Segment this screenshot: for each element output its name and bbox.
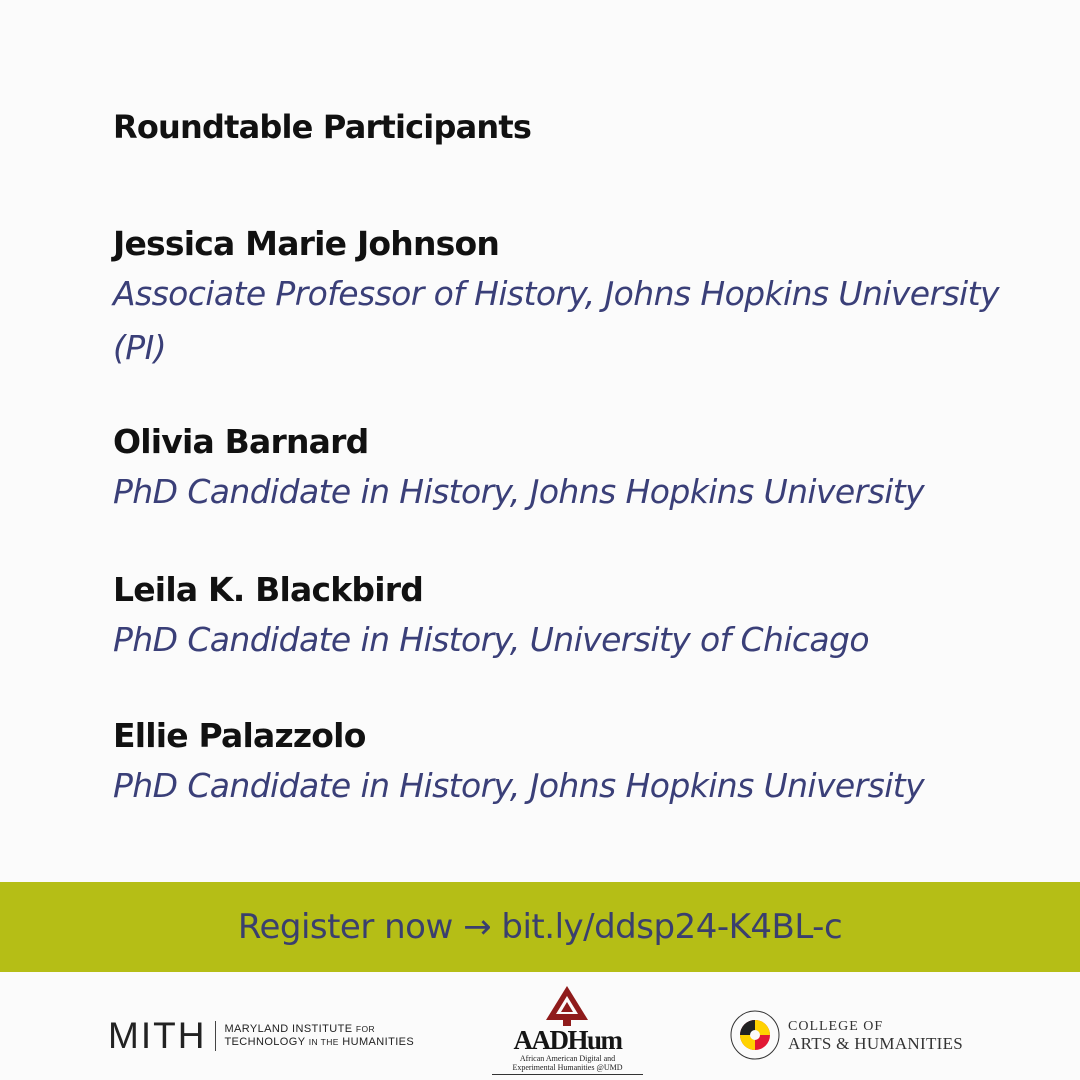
mith-line2-small: IN THE [308, 1037, 339, 1047]
college-logo [730, 1008, 963, 1062]
aadhum-tagline-1: African American Digital and [519, 1054, 616, 1063]
college-text [788, 1018, 963, 1052]
participant-name: Ellie Palazzolo [113, 716, 366, 755]
participant-name: Olivia Barnard [113, 422, 369, 461]
mith-line1-small: FOR [355, 1024, 376, 1034]
footer-logos [0, 972, 1080, 1080]
participant-role: Associate Professor of History, Johns Hopkins University (PI) [113, 274, 999, 367]
participant-item [113, 713, 1053, 813]
university-seal-icon [730, 1010, 780, 1060]
college-line2: ARTS & HUMANITIES [788, 1034, 964, 1053]
aadhum-mark-icon [544, 984, 590, 1028]
college-line1: COLLEGE OF [788, 1019, 884, 1034]
participant-role: PhD Candidate in History, Johns Hopkins University [113, 472, 925, 511]
mith-line2: TECHNOLOGY [224, 1036, 306, 1048]
mith-line1: MARYLAND INSTITUTE [224, 1023, 353, 1035]
aadhum-tagline [492, 1054, 643, 1075]
aadhum-logo [490, 984, 645, 1074]
mith-divider [215, 1021, 216, 1051]
aadhum-wordmark: AADHum [513, 1025, 622, 1055]
participant-name: Leila K. Blackbird [113, 570, 424, 609]
section-heading: Roundtable Participants [113, 108, 532, 146]
aadhum-tagline-2: Experimental Humanities @UMD [512, 1063, 623, 1072]
mith-wordmark: MITH [108, 1015, 207, 1056]
participant-item [113, 419, 1053, 519]
participant-item [113, 567, 1053, 667]
mith-logo [108, 1016, 414, 1056]
participant-name: Jessica Marie Johnson [113, 224, 500, 263]
register-banner [0, 882, 1080, 972]
register-prefix: Register now → [237, 907, 492, 947]
participant-role: PhD Candidate in History, Johns Hopkins University [113, 766, 925, 805]
participant-item [113, 221, 1053, 375]
register-link[interactable]: bit.ly/ddsp24-K4BL-c [501, 907, 843, 947]
mith-line2-end: HUMANITIES [342, 1036, 415, 1048]
mith-subtitle [224, 1023, 414, 1049]
participant-role: PhD Candidate in History, University of Chicago [113, 620, 869, 659]
